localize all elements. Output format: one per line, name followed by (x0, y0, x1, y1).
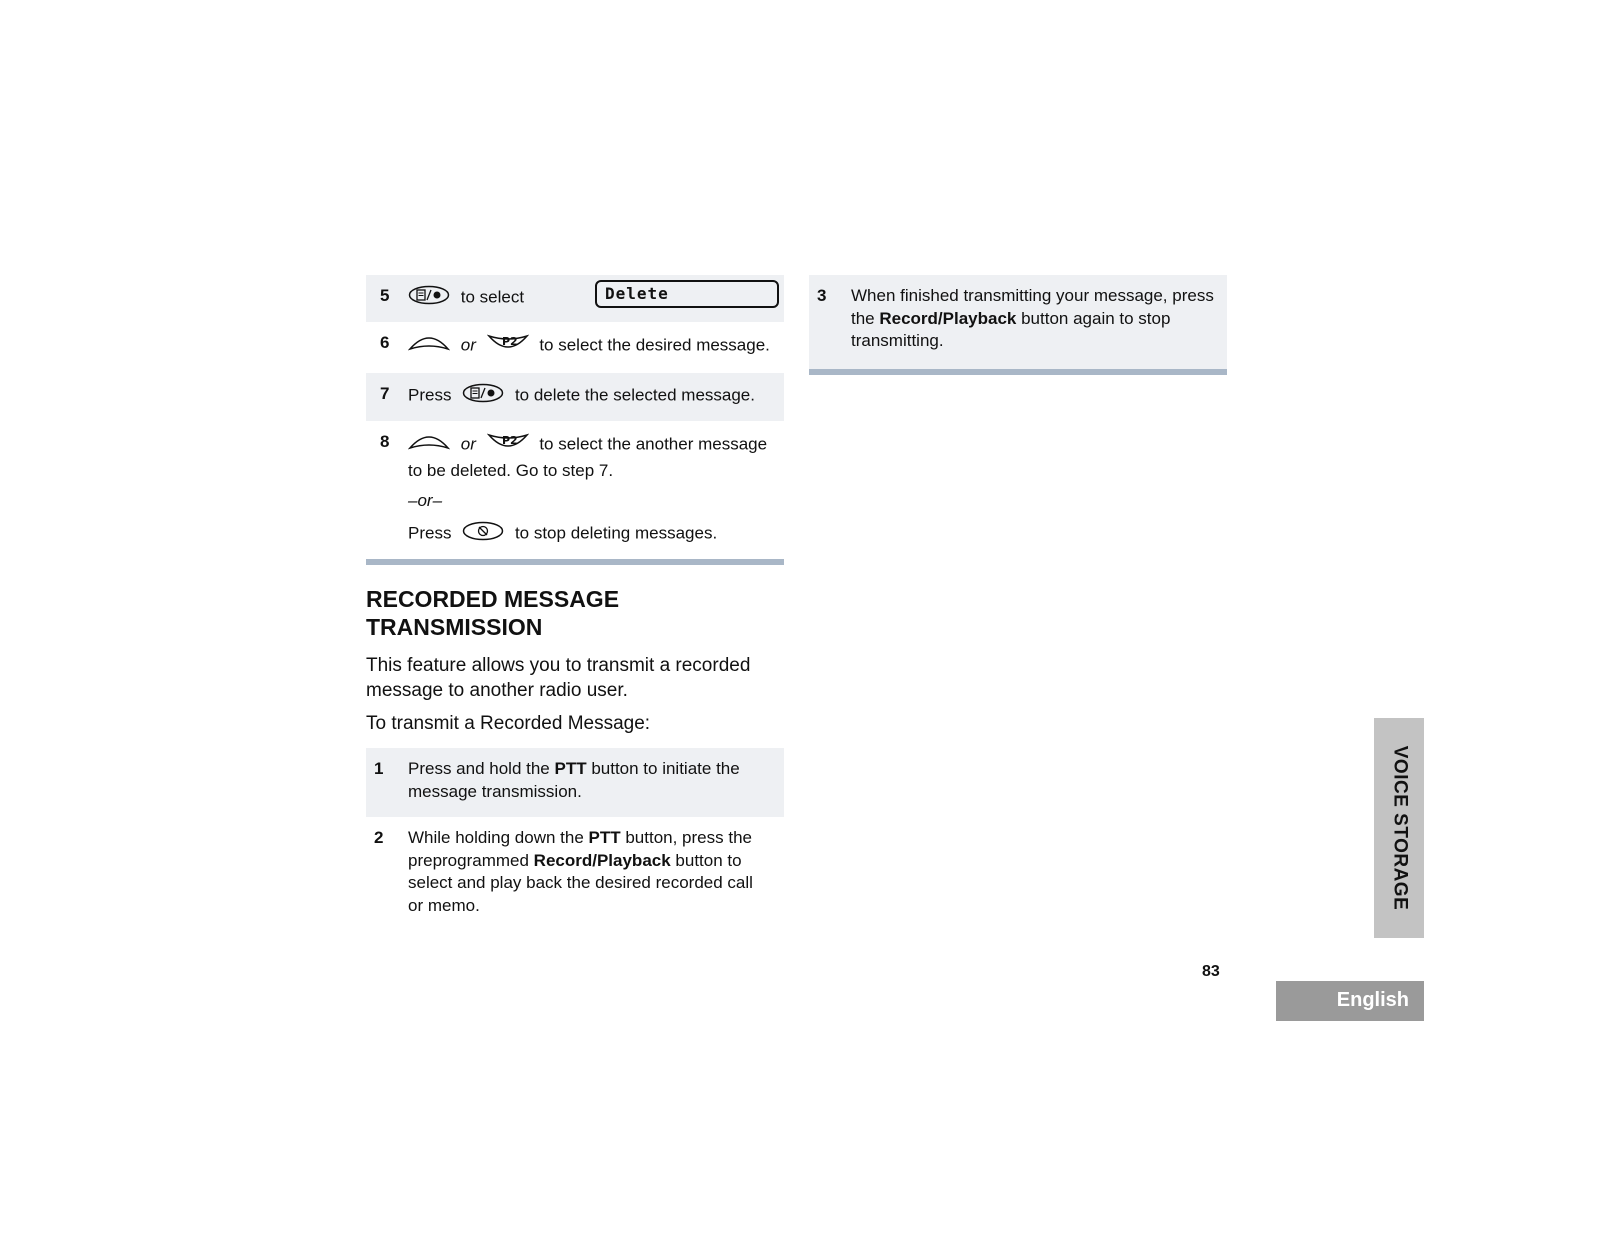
step-5 (366, 275, 784, 322)
step-7 (366, 373, 784, 422)
or-separator: –or– (408, 491, 443, 510)
step-press-label: Press (408, 523, 452, 543)
up-arrow-key-icon (408, 333, 450, 360)
step-2 (366, 817, 784, 929)
step-number: 8 (380, 432, 390, 451)
section-heading: RECORDED MESSAGE TRANSMISSION (366, 586, 620, 640)
step-text: Press and hold the (408, 759, 555, 778)
up-arrow-key-icon (408, 432, 450, 459)
section-intro: This feature allows you to transmit a recorded message to another radio user. (366, 655, 751, 701)
right-column (809, 275, 1227, 375)
step-text: to stop deleting messages. (514, 523, 718, 543)
section-lead: To transmit a Recorded Message: (366, 713, 651, 734)
step-press-label: Press (408, 385, 452, 405)
or-label: or (460, 335, 476, 355)
home-exit-key-icon (462, 521, 504, 548)
step-3 (809, 275, 1227, 369)
chapter-tab (1374, 718, 1424, 938)
step-8 (366, 421, 784, 559)
display-delete: Delete (595, 280, 779, 308)
ptt-label: PTT (588, 828, 621, 847)
step-text: button, press the preprogrammed (408, 828, 752, 870)
step-text: to select the desired message. (539, 335, 770, 355)
step-text: While holding down the (408, 828, 589, 847)
step-text: button again to stop transmitting. (851, 308, 1171, 350)
step-text: When finished transmitting your message, press the (851, 286, 1214, 328)
step-number: 1 (374, 759, 384, 778)
step-number: 6 (380, 333, 390, 352)
step-6 (366, 322, 784, 373)
step-number: 3 (817, 286, 827, 305)
down-arrow-p2-key-icon (487, 332, 529, 361)
menu-select-key-icon (408, 285, 450, 312)
svg-text:P2: P2 (501, 434, 518, 447)
section-divider (366, 559, 784, 565)
ptt-label: PTT (554, 759, 587, 778)
step-1 (366, 748, 784, 817)
menu-select-key-icon (462, 383, 504, 410)
page-number: 83 (1202, 963, 1220, 980)
step-text: to select the another message to be deleted. Go to step 7. (408, 434, 768, 480)
step-text: button to select and play back the desired recorded call or memo. (408, 850, 753, 915)
step-number: 2 (374, 828, 384, 847)
language-tab: English (1276, 981, 1424, 1021)
step-8-alt (408, 521, 772, 548)
record-playback-label: Record/Playback (879, 308, 1017, 328)
or-label: or (460, 434, 476, 454)
step-text: button to initiate the message transmission. (408, 759, 740, 801)
step-number: 5 (380, 286, 390, 305)
left-column (366, 275, 784, 929)
step-number: 7 (380, 383, 390, 403)
section-divider (809, 369, 1227, 375)
record-playback-label: Record/Playback (533, 850, 671, 870)
down-arrow-p2-key-icon (487, 431, 529, 460)
step-text: to delete the selected message. (514, 385, 755, 405)
chapter-tab-label: VOICE STORAGE (1389, 745, 1411, 911)
svg-text:P2: P2 (501, 335, 518, 348)
step-text: to select (460, 287, 525, 307)
